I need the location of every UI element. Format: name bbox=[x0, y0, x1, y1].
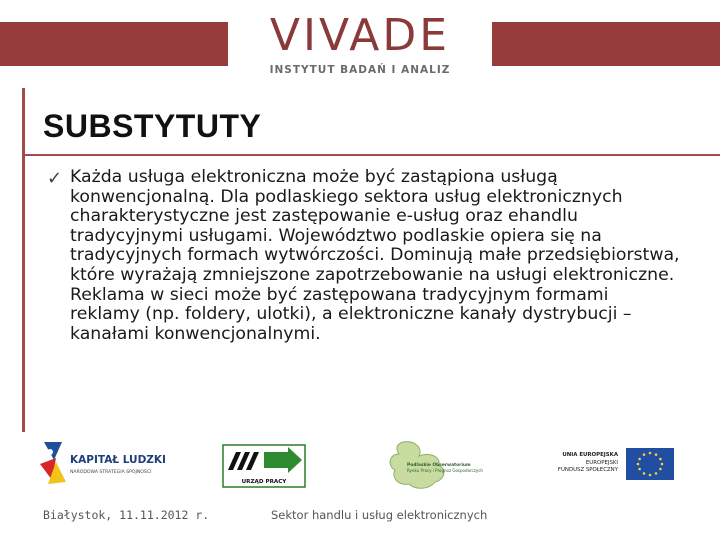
title-underline bbox=[24, 154, 720, 156]
vivade-logo bbox=[228, 0, 492, 84]
urzad-pracy-name: URZĄD PRACY bbox=[241, 479, 287, 485]
bullet-text: Każda usługa elektroniczna może być zastąpiona usługą konwencjonalną. Dla podlaskiego sektora usług elektronicznych charakterystyczne jest zastępowanie e-usług oraz ehandlu tradycyjnymi usługami. Województwo podlaskie opiera się na tradycyjnych formach wytwórczości. Dominują małe przedsiębiorstwa, które wyrażają zmniejszone zapotrzebowanie na usługi elektroniczne. Reklama w sieci może być zastępowana tradycyjnym formami reklamy (np. foldery, ulotki), a elektroniczne kanały dystrybucji – kanałami konwencjonalnymi. bbox=[70, 167, 680, 344]
kapital-ludzki-logo bbox=[36, 438, 176, 488]
brand-name: VIVADE bbox=[269, 10, 451, 61]
eu-line2: EUROPEJSKI bbox=[585, 460, 618, 466]
eu-fund-logo bbox=[546, 440, 684, 486]
urzad-pracy-logo bbox=[222, 444, 306, 488]
footer-topic: Sektor handlu i usług elektronicznych bbox=[271, 508, 488, 522]
left-accent-line bbox=[22, 88, 25, 432]
kapital-ludzki-name: KAPITAŁ LUDZKI bbox=[70, 454, 166, 466]
eu-line3: FUNDUSZ SPOŁECZNY bbox=[557, 467, 618, 473]
footer-location-date: Białystok, 11.11.2012 r. bbox=[43, 508, 210, 522]
obserwatorium-line2: Rynku Pracy i Prognoz Gospodarczych bbox=[407, 468, 483, 473]
obserwatorium-line1: Podlaskie Obserwatorium bbox=[407, 463, 471, 468]
kapital-ludzki-sub: NARODOWA STRATEGIA SPÓJNOŚCI bbox=[70, 470, 152, 475]
slide-title: SUBSTYTUTY bbox=[43, 108, 262, 144]
eu-line1: UNIA EUROPEJSKA bbox=[562, 452, 618, 458]
checkmark-icon: ✓ bbox=[47, 168, 63, 189]
obserwatorium-logo bbox=[385, 438, 493, 492]
brand-subtitle: INSTYTUT BADAŃ I ANALIZ bbox=[269, 64, 451, 76]
